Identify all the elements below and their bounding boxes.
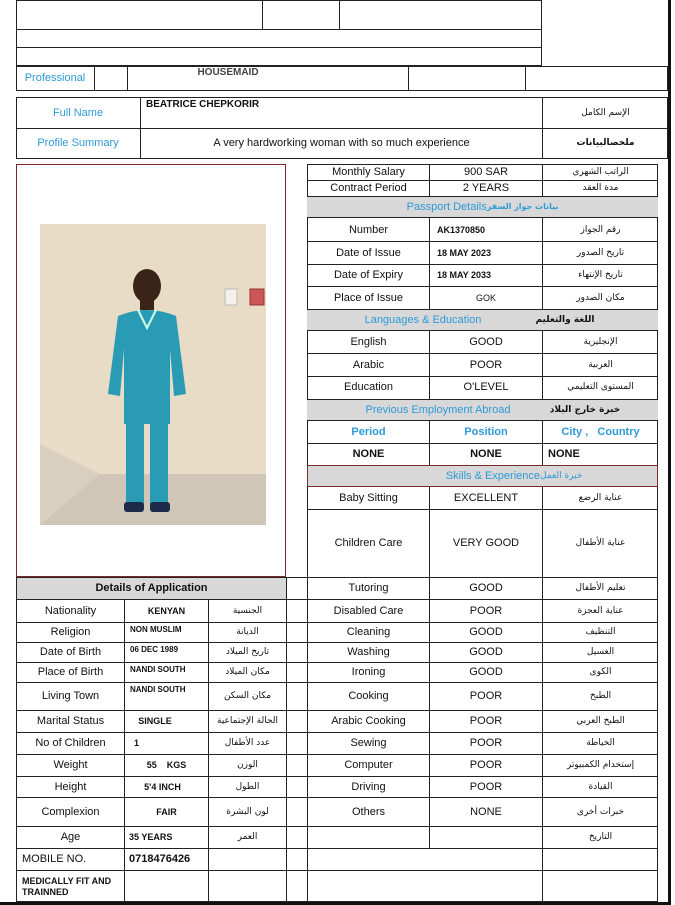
skill-tutoring-ar: تعليم الأطفال [575,583,626,594]
skill-sewing-ar: الخياطة [586,738,615,749]
passport-place-ar: مكان الصدور [576,292,625,303]
skill-children-care-ar: عناية الأطفال [575,538,626,549]
passport-title-ar: بيانات جواز السفر [486,202,559,212]
children-count-label: No of Children [35,737,106,750]
complexion-value: FAIR [156,806,177,817]
skill-others-label: Others [351,805,385,818]
skill-sewing-value: POOR [469,737,503,750]
height-value: 5'4 INCH [144,781,181,792]
employment-period-value: NONE [352,448,385,461]
full-name-ar: الإسم الكامل [581,107,630,118]
passport-header [307,196,658,218]
date-ar: التاريخ [588,832,613,843]
nationality-value: KENYAN [147,605,186,616]
skill-ironing-label: Ironing [351,666,386,679]
profile-summary-label: Profile Summary [37,137,119,150]
passport-issue-label: Date of Issue [336,246,401,259]
full-name-value: BEATRICE CHEPKORIR [146,99,260,111]
passport-expiry-label: Date of Expiry [333,269,404,282]
skill-cleaning-ar: التنظيف [585,627,616,638]
salary-label: Monthly Salary [332,166,405,179]
skill-tutoring-value: GOOD [469,582,503,595]
languages-title-ar: اللغة والتعليم [535,314,595,325]
salary-ar: الراتب الشهري [572,167,629,178]
arabic-label: Arabic [352,358,385,371]
children-count-ar: عدد الأطفال [224,738,271,749]
professional-row [16,66,668,91]
passport-issue-value: 18 MAY 2023 [437,247,492,258]
professional-label: Professional [24,72,86,85]
skill-arabic-cooking-label: Arabic Cooking [331,715,406,728]
skill-ironing-value: GOOD [469,666,503,679]
application-title: Details of Application [17,578,286,599]
religion-value: NON MUSLIM [130,625,182,635]
english-value: GOOD [469,336,503,349]
profile-summary-value: A very hardworking woman with so much experience [213,137,470,150]
pob-value: NANDI SOUTH [130,665,186,675]
passport-number-ar: رقم الجواز [580,224,621,235]
skill-disabled-care-label: Disabled Care [333,604,404,617]
marital-status-label: Marital Status [36,715,105,728]
arabic-value: POOR [469,358,503,371]
employment-col-position: Position [464,426,508,439]
pob-label: Place of Birth [37,666,104,679]
employment-title: Previous Employment Abroad [365,403,511,416]
skill-arabic-cooking-ar: الطبخ العربي [576,716,625,727]
skill-children-care-label: Children Care [334,537,403,550]
complexion-ar: لون البشرة [226,806,269,817]
employment-city-value: NONE [548,448,580,461]
skill-cleaning-value: GOOD [469,626,503,639]
education-label: Education [344,381,393,394]
dob-value: 06 DEC 1989 [130,645,179,655]
weight-value: 55 KGS [146,760,187,771]
profile-summary-ar: ملخصالبيانات [576,138,635,149]
skill-computer-ar: إستخدام الكمبيوتر [566,760,635,771]
skill-driving-value: POOR [469,780,503,793]
skill-others-value: NONE [470,805,502,818]
contract-period-value: 2 YEARS [462,182,510,195]
skills-title: Skills & Experience [445,469,540,482]
marital-status-value: SINGLE [138,716,172,727]
full-name-label: Full Name [52,106,104,119]
skill-children-care-value: VERY GOOD [452,537,520,550]
employment-col-city: City , Country [561,426,640,439]
skill-washing-label: Washing [347,646,390,659]
arabic-ar: العربية [588,359,613,370]
living-town-value: NANDI SOUTH [130,685,186,695]
skill-cooking-label: Cooking [348,690,389,703]
skill-computer-value: POOR [469,759,503,772]
religion-label: Religion [50,626,91,639]
height-ar: الطول [235,781,260,792]
contract-period-ar: مدة العقد [582,183,619,194]
religion-ar: الديانة [236,627,259,638]
passport-number-value: AK1370850 [437,224,486,235]
skill-baby-sitting-value: EXCELLENT [453,492,519,505]
employment-position-value: NONE [470,448,502,461]
children-count-value: 1 [134,738,140,749]
employment-col-period: Period [351,426,386,439]
age-ar: العمر [237,832,258,843]
skill-cleaning-label: Cleaning [346,626,391,639]
passport-title: Passport Details [406,200,487,213]
contract-period-label: Contract Period [330,182,407,195]
page-border-right [668,0,671,905]
skill-baby-sitting-ar: عناية الرضع [578,493,623,504]
skill-computer-label: Computer [344,759,393,772]
skill-cooking-ar: الطبخ [589,691,612,702]
passport-expiry-value: 18 MAY 2033 [437,270,492,281]
height-label: Height [54,780,87,793]
living-town-label: Living Town [41,690,100,703]
skill-ironing-ar: الكوى [589,667,612,678]
employment-title-ar: خبرة خارج البلاد [549,404,621,415]
english-ar: الإنجليزية [583,337,618,348]
skills-title-ar: خبرة العمل [540,470,583,481]
marital-status-ar: الحالة الإجتماعية [217,716,278,727]
skill-baby-sitting-label: Baby Sitting [339,492,398,505]
skill-arabic-cooking-value: POOR [469,715,503,728]
passport-expiry-ar: تاريخ الإنتهاء [578,270,623,281]
age-value: 35 YEARS [129,832,173,843]
skill-driving-ar: القيادة [588,781,613,792]
complexion-label: Complexion [41,805,100,818]
age-label: Age [60,831,81,844]
medical-status: MEDICALLY FIT AND TRAINNED [22,876,112,897]
profession-value: HOUSEMAID [197,67,259,79]
passport-place-value: GOK [475,292,496,303]
skill-sewing-label: Sewing [350,737,387,750]
mobile-value: 0718476426 [129,853,191,866]
skill-cooking-value: POOR [469,690,503,703]
passport-issue-ar: تاريخ الصدور [576,247,625,258]
living-town-ar: مكان السكن [223,691,272,702]
skill-washing-value: GOOD [469,646,503,659]
pob-ar: مكان الميلاد [225,667,270,678]
passport-place-label: Place of Issue [333,291,404,304]
nationality-label: Nationality [44,604,97,617]
dob-label: Date of Birth [39,646,102,659]
skill-washing-ar: الغسيل [586,647,615,658]
weight-label: Weight [53,759,88,772]
skill-disabled-care-ar: عناية العجزة [577,605,624,616]
mobile-label: MOBILE NO. [22,853,87,866]
skill-tutoring-label: Tutoring [348,582,389,595]
education-ar: المستوى التعليمي [567,382,634,393]
nationality-ar: الجنسية [232,605,263,616]
applicant-photo [40,224,266,525]
weight-ar: الوزن [237,760,258,771]
passport-number-label: Number [348,223,389,236]
languages-title: Languages & Education [364,313,482,326]
education-value: O'LEVEL [463,381,509,394]
dob-ar: تاريخ الميلاد [225,647,270,658]
salary-value: 900 SAR [463,166,509,179]
top-blank-grid [16,0,542,66]
skill-disabled-care-value: POOR [469,604,503,617]
skill-driving-label: Driving [351,780,386,793]
skill-others-ar: خبرات أخرى [576,806,625,817]
english-label: English [350,336,387,349]
